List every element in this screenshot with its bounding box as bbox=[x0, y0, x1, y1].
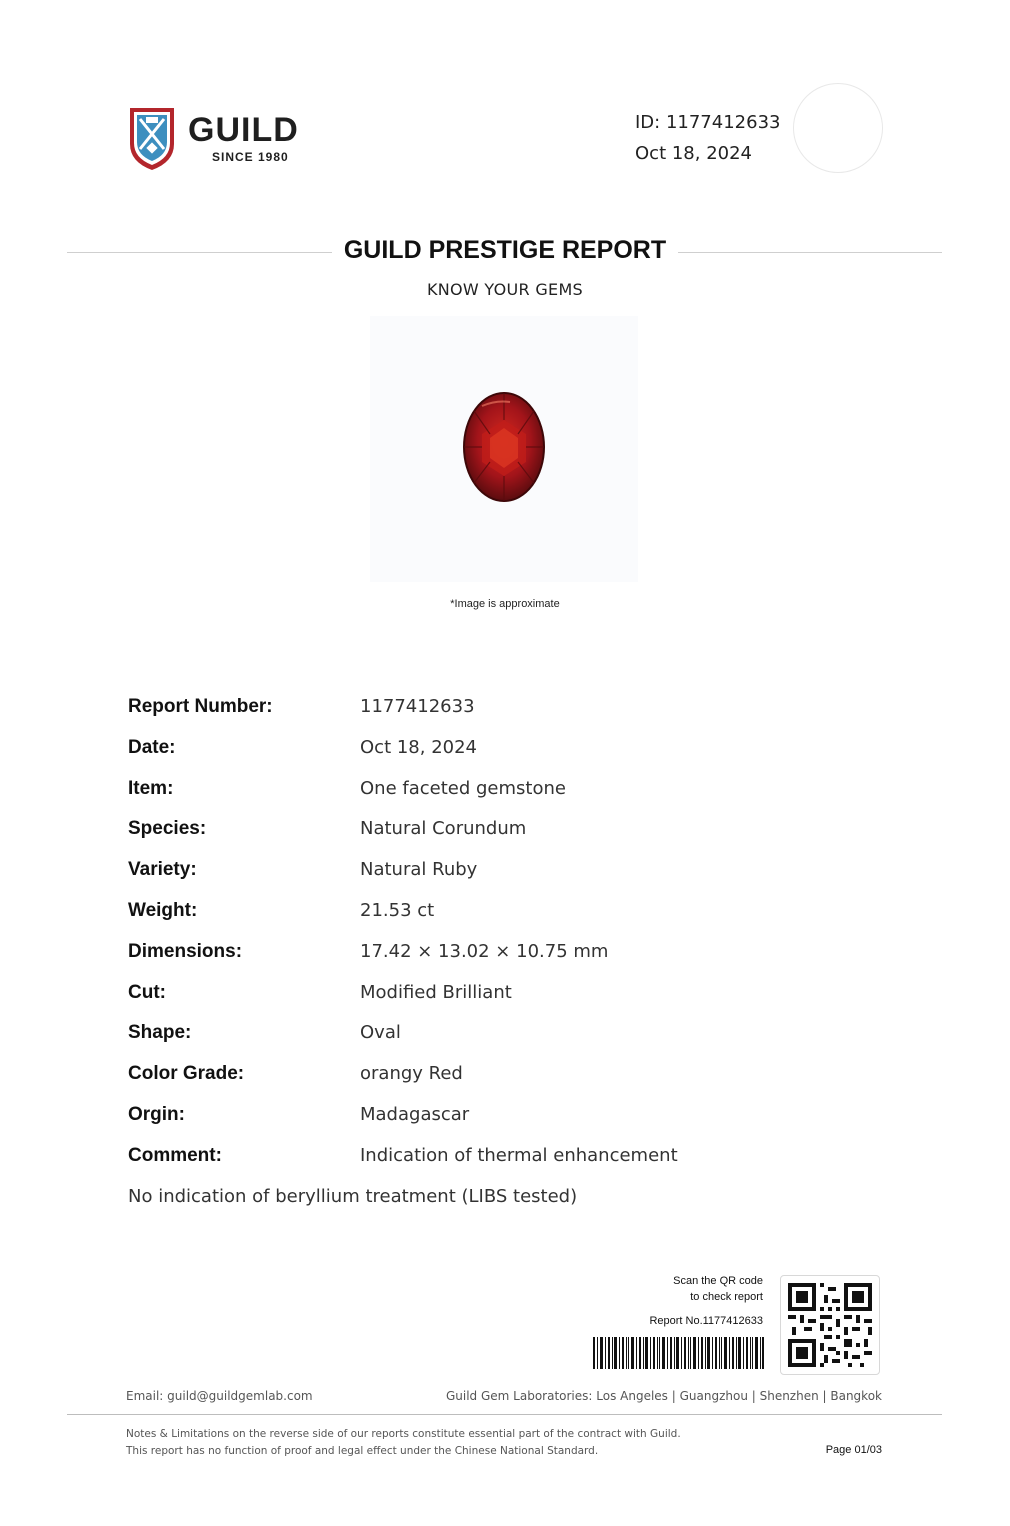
spec-value: Oct 18, 2024 bbox=[360, 736, 477, 758]
report-id: ID: 1177412633 bbox=[635, 112, 781, 133]
spec-label: Comment: bbox=[128, 1144, 222, 1166]
spec-row-comment bbox=[128, 1143, 888, 1184]
spec-label: Weight: bbox=[128, 899, 198, 921]
spec-row-variety bbox=[128, 857, 888, 898]
scan-instructions bbox=[673, 1273, 763, 1305]
scan-line-1: Scan the QR code bbox=[673, 1275, 763, 1287]
spec-value: Modified Brilliant bbox=[360, 981, 512, 1003]
spec-label: Color Grade: bbox=[128, 1063, 245, 1085]
spec-label: Species: bbox=[128, 818, 207, 840]
spec-row-item bbox=[128, 776, 888, 817]
shield-crest-icon bbox=[126, 104, 178, 172]
report-title: GUILD PRESTIGE REPORT bbox=[0, 236, 1010, 265]
spec-label: Variety: bbox=[128, 859, 197, 881]
gem-image bbox=[370, 316, 638, 582]
image-approximate-note: *Image is approximate bbox=[450, 598, 560, 610]
footer-divider bbox=[67, 1414, 942, 1415]
footer-labs: Guild Gem Laboratories: Los Angeles | Guangzhou | Shenzhen | Bangkok bbox=[445, 1389, 882, 1403]
spec-table bbox=[128, 694, 888, 1184]
spec-row-cut bbox=[128, 980, 888, 1021]
page-number: Page 01/03 bbox=[825, 1444, 882, 1456]
spec-row-dimensions bbox=[128, 939, 888, 980]
spec-row-shape bbox=[128, 1020, 888, 1061]
qr-code-icon bbox=[788, 1283, 872, 1367]
spec-label: Item: bbox=[128, 777, 174, 799]
spec-label: Date: bbox=[128, 736, 176, 758]
spec-value: Natural Ruby bbox=[360, 859, 478, 881]
beryllium-note: No indication of beryllium treatment (LIBS tested) bbox=[128, 1186, 578, 1207]
spec-value: orangy Red bbox=[360, 1063, 463, 1085]
scan-line-2: to check report bbox=[690, 1291, 763, 1303]
report-id-block bbox=[635, 107, 780, 169]
spec-value: Natural Corundum bbox=[360, 818, 527, 840]
guild-logo bbox=[126, 104, 316, 174]
spec-label: Report Number: bbox=[128, 696, 273, 717]
qr-code[interactable] bbox=[780, 1275, 880, 1375]
report-subtitle: KNOW YOUR GEMS bbox=[426, 280, 584, 299]
spec-value: Oval bbox=[360, 1022, 401, 1044]
spec-row-report-number bbox=[128, 694, 888, 735]
spec-value: One faceted gemstone bbox=[360, 777, 566, 799]
barcode-icon bbox=[593, 1337, 764, 1369]
spec-label: Orgin: bbox=[128, 1103, 185, 1125]
spec-row-origin bbox=[128, 1102, 888, 1143]
spec-row-species bbox=[128, 816, 888, 857]
report-date: Oct 18, 2024 bbox=[635, 143, 752, 164]
spec-value: 17.42 × 13.02 × 10.75 mm bbox=[360, 940, 609, 962]
report-number-label: Report No.1177412633 bbox=[649, 1315, 763, 1327]
spec-value: Madagascar bbox=[360, 1103, 470, 1125]
ruby-gem-icon bbox=[370, 316, 638, 582]
spec-value: 21.53 ct bbox=[360, 899, 435, 921]
spec-row-weight bbox=[128, 898, 888, 939]
footer-notes bbox=[126, 1426, 681, 1460]
footer-notes-line-2: This report has no function of proof and legal effect under the Chinese National Standard. bbox=[126, 1445, 599, 1457]
footer-email: Email: guild@guildgemlab.com bbox=[126, 1389, 313, 1403]
spec-value: 1177412633 bbox=[360, 696, 475, 717]
brand-name: GUILD bbox=[188, 111, 299, 149]
spec-row-date bbox=[128, 735, 888, 776]
spec-row-color-grade bbox=[128, 1061, 888, 1102]
spec-label: Cut: bbox=[128, 981, 166, 1003]
footer-notes-line-1: Notes & Limitations on the reverse side of our reports constitute essential part of the contract with Guild. bbox=[126, 1428, 681, 1440]
stamp-circle bbox=[793, 83, 883, 173]
spec-label: Shape: bbox=[128, 1022, 192, 1044]
brand-since: SINCE 1980 bbox=[212, 150, 289, 164]
spec-value: Indication of thermal enhancement bbox=[360, 1144, 678, 1166]
spec-label: Dimensions: bbox=[128, 940, 243, 962]
